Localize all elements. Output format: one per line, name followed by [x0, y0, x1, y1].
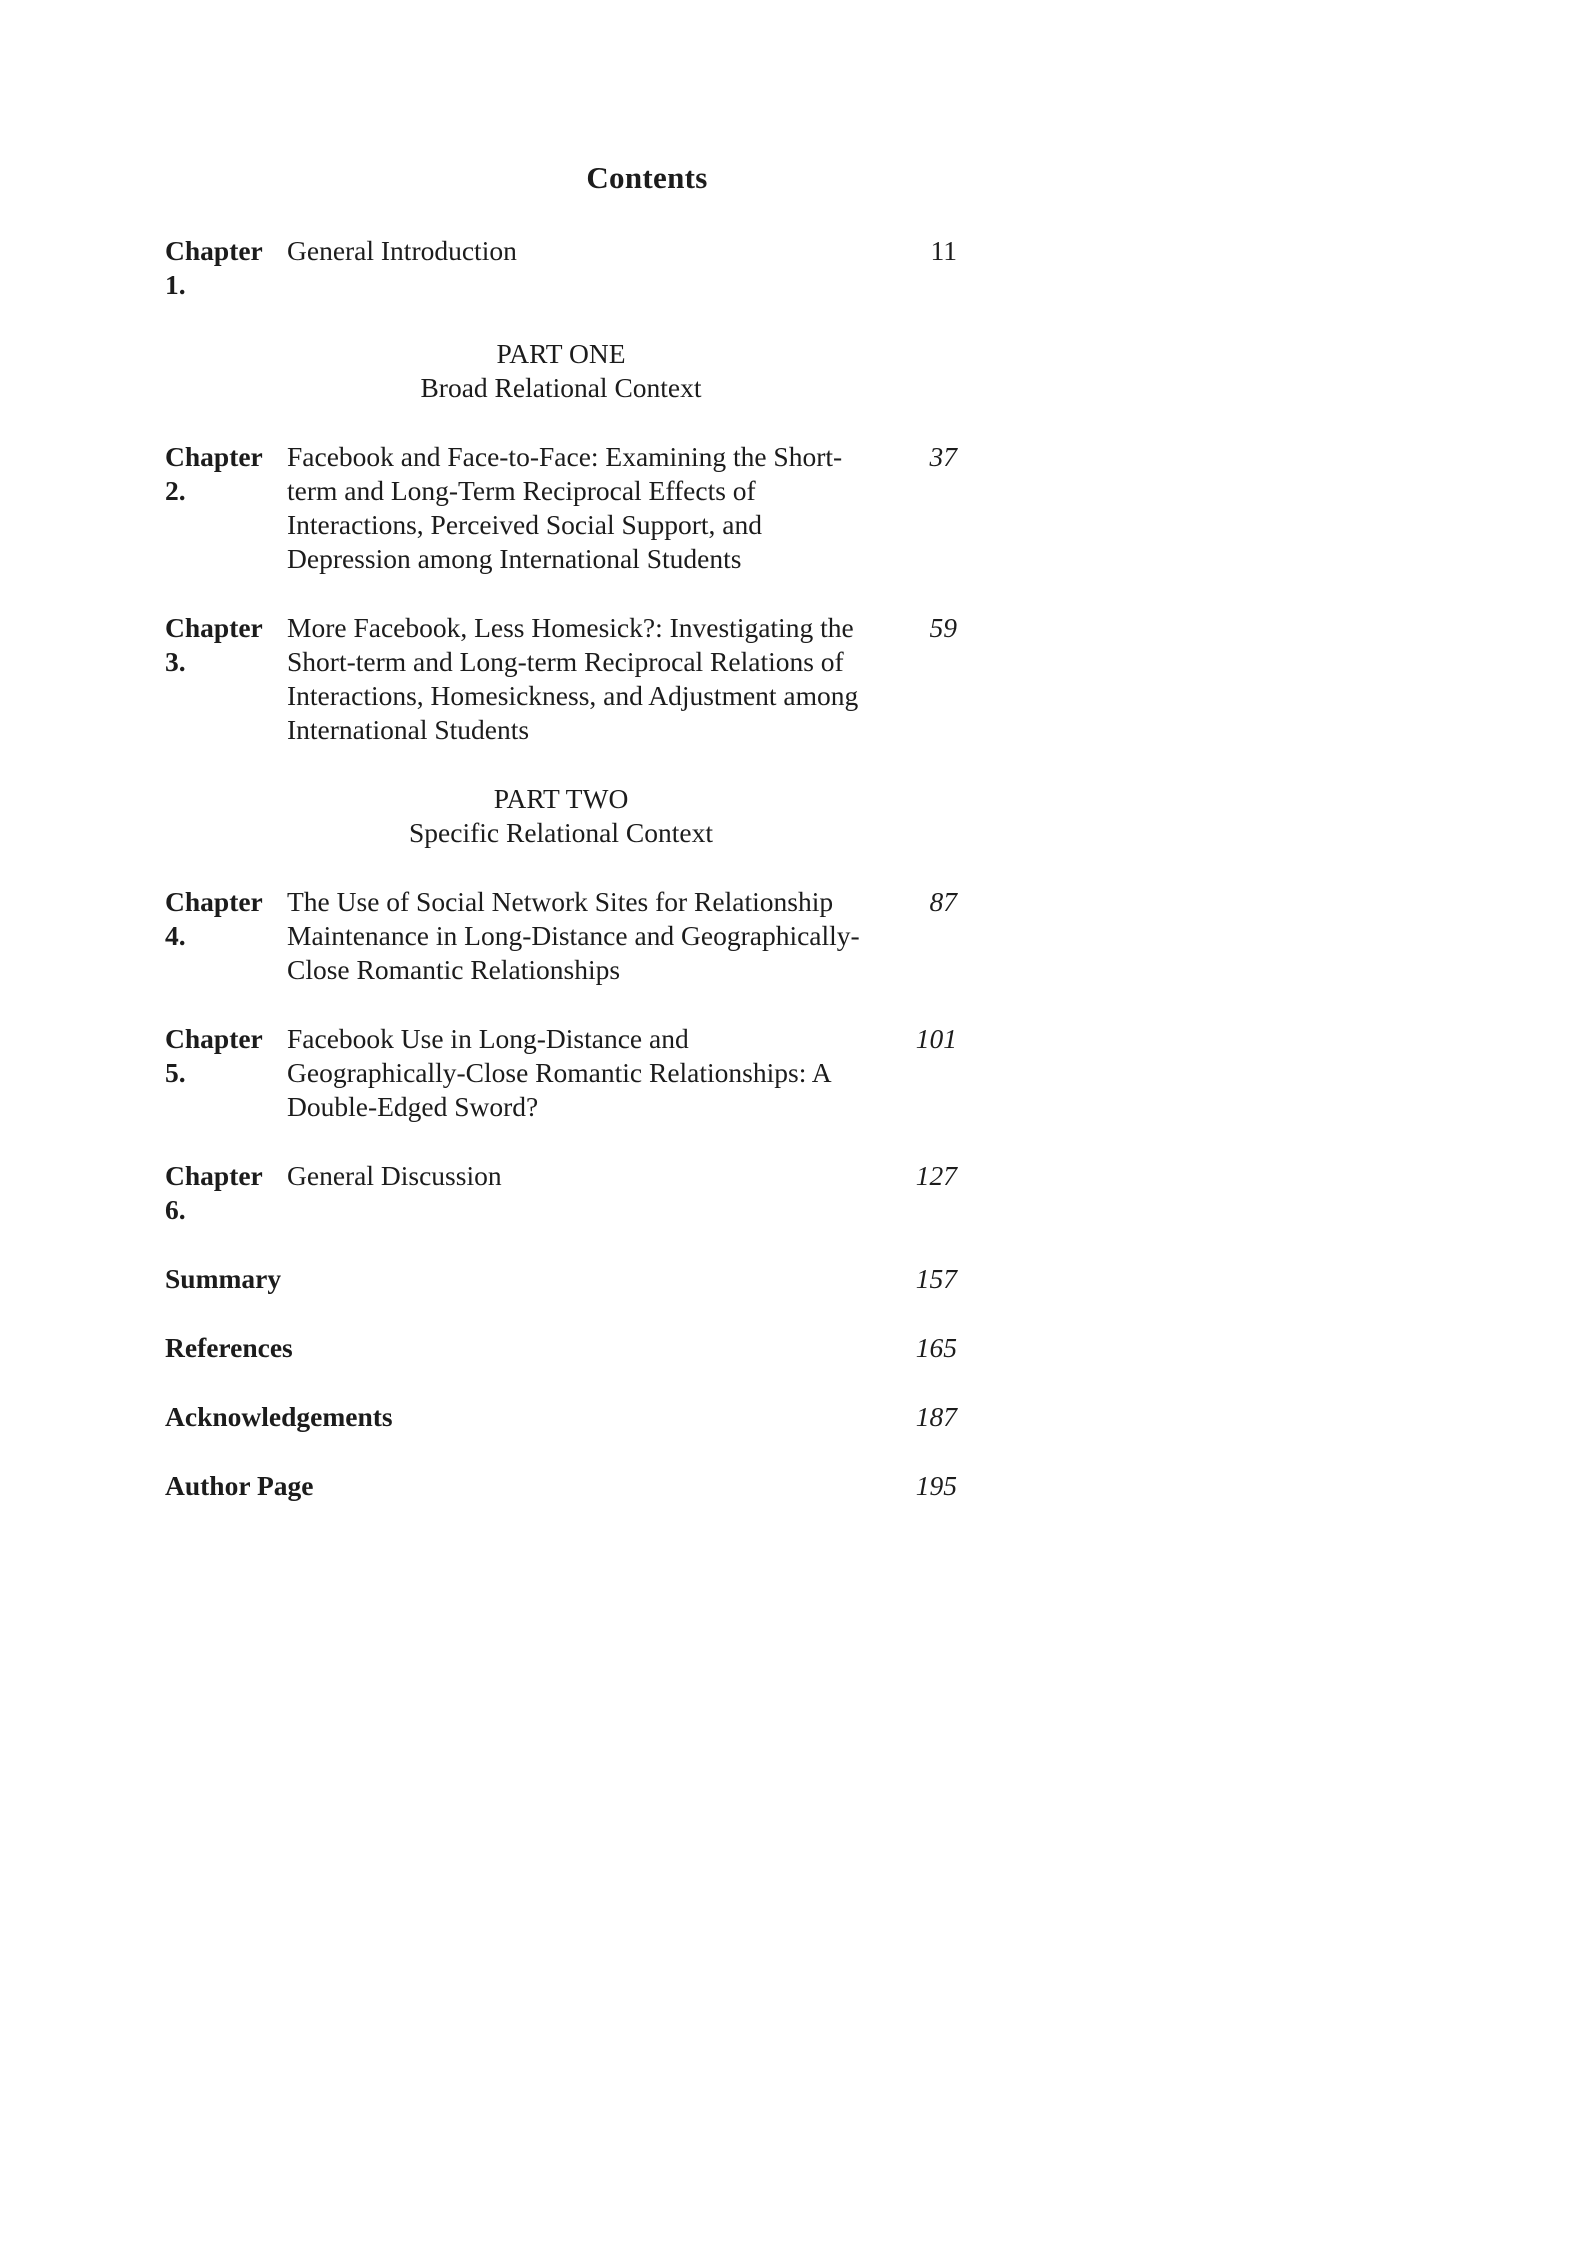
page-number: 101: [915, 1023, 957, 1054]
page-number: 37: [929, 441, 957, 472]
part-name: PART TWO: [493, 783, 629, 814]
page-title: Contents: [586, 160, 708, 195]
part-name: PART ONE: [496, 338, 626, 369]
toc-entry-chapter-6: [165, 1159, 957, 1227]
toc-entry-chapter-4: [165, 885, 957, 987]
toc-entry-summary: [165, 1262, 957, 1296]
chapter-label: Chapter 3.: [165, 612, 263, 677]
section-label: References: [165, 1332, 293, 1363]
toc-entry-author-page: [165, 1469, 957, 1503]
section-label: Acknowledgements: [165, 1401, 393, 1432]
chapter-title: General Discussion: [287, 1160, 502, 1191]
part-subtitle: Specific Relational Context: [409, 817, 713, 848]
contents-page: [165, 160, 957, 1538]
page-number: 11: [930, 235, 957, 266]
page-number: 59: [929, 612, 957, 643]
page-number: 157: [915, 1263, 957, 1294]
toc-entry-chapter-2: [165, 440, 957, 576]
chapter-label: Chapter 5.: [165, 1023, 263, 1088]
page-number: 195: [915, 1470, 957, 1501]
toc-entry-references: [165, 1331, 957, 1365]
section-label: Summary: [165, 1263, 282, 1294]
page-number: 127: [915, 1160, 957, 1191]
chapter-title: More Facebook, Less Homesick?: Investigating the Short-term and Long-term Reciprocal Relations of Interactions, Homesickness, and Adjustment among International Students: [287, 612, 859, 745]
chapter-label: Chapter 6.: [165, 1160, 263, 1225]
chapter-label: Chapter 1.: [165, 235, 263, 300]
chapter-label: Chapter 2.: [165, 441, 263, 506]
page-number: 87: [929, 886, 957, 917]
chapter-label: Chapter 4.: [165, 886, 263, 951]
chapter-title: General Introduction: [287, 235, 517, 266]
part-two-heading: [165, 782, 957, 850]
toc-entry-chapter-3: [165, 611, 957, 747]
chapter-title: Facebook and Face-to-Face: Examining the Short-term and Long-Term Reciprocal Effects of Interactions, Perceived Social Support, and Depression among International Students: [287, 441, 843, 574]
part-one-heading: [165, 337, 957, 405]
toc-entry-chapter-5: [165, 1022, 957, 1124]
toc-entry-chapter-1: [165, 234, 957, 302]
page-number: 165: [915, 1332, 957, 1363]
section-label: Author Page: [165, 1470, 314, 1501]
toc-entry-acknowledgements: [165, 1400, 957, 1434]
chapter-title: The Use of Social Network Sites for Relationship Maintenance in Long-Distance and Geographically-Close Romantic Relationships: [287, 886, 860, 985]
page-number: 187: [915, 1401, 957, 1432]
part-subtitle: Broad Relational Context: [420, 372, 702, 403]
chapter-title: Facebook Use in Long-Distance and Geographically-Close Romantic Relationships: A Double-Edged Sword?: [287, 1023, 831, 1122]
